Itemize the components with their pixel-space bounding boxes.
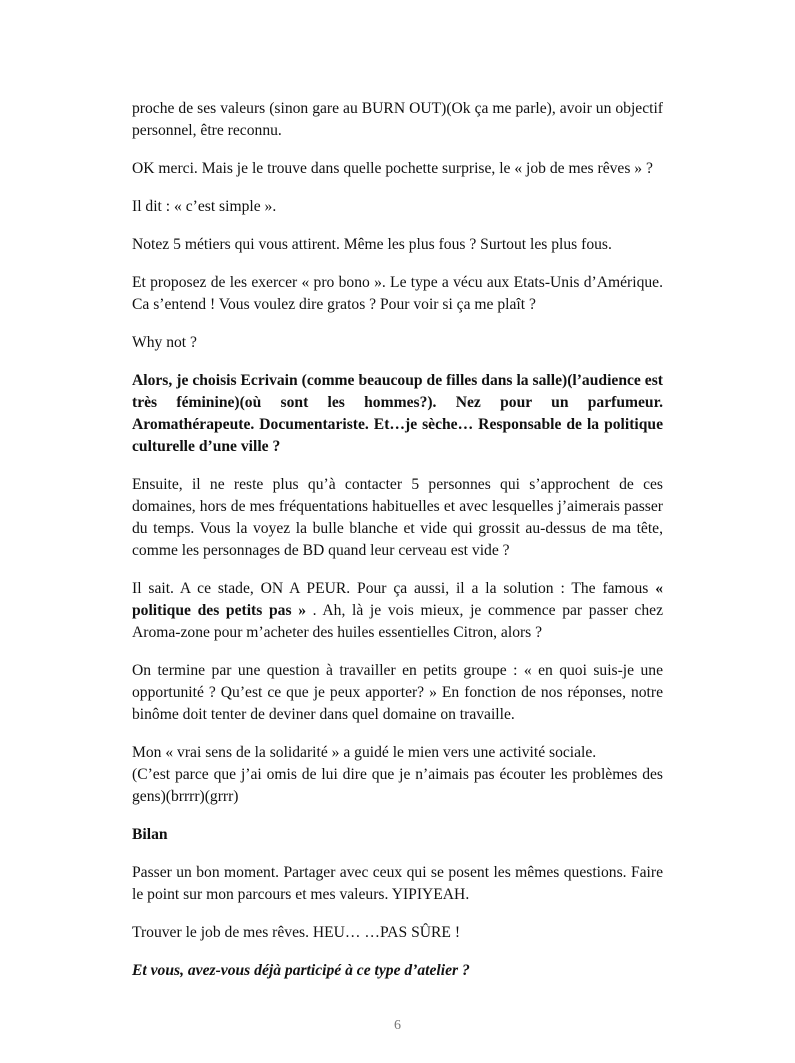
paragraph-why-not: Why not ? — [132, 334, 197, 351]
paragraph-pro-bono: Et proposez de les exercer « pro bono ». Le type a vécu aux Etats-Unis d’Amérique. Ca s’entend ! Vous voulez dire gratos ? Pour voir si ça me plaît ? — [132, 274, 663, 313]
paragraph-job-choices: Alors, je choisis Ecrivain (comme beaucoup de filles dans la salle)(l’audience est très féminine)(où sont les hommes?). Nez pour un parfumeur. Aromathérapeute. Documentariste. Et…je sèche… Responsable de la politique culturelle d’une ville ? — [132, 372, 663, 455]
paragraph-bilan-summary: Passer un bon moment. Partager avec ceux qui se posent les mêmes questions. Faire le point sur mon parcours et mes valeurs. YIPIYEAH. — [132, 864, 663, 903]
solidarity-aside: (C’est parce que j’ai omis de lui dire que je n’aimais pas écouter les problèmes des gens)(brrrr)(grrr) — [132, 766, 663, 805]
small-steps-text-pre: Il sait. A ce stade, ON A PEUR. Pour ça aussi, il a la solution : The famous — [132, 580, 656, 597]
paragraph-solidarity — [132, 742, 663, 808]
paragraph-small-steps — [132, 578, 663, 644]
paragraph-contact-people: Ensuite, il ne reste plus qu’à contacter 5 personnes qui s’approchent de ces domaines, hors de mes fréquentations habituelles et avec lesquelles j’aimerais passer du temps. Vous la voyez la bulle blanche et vide qui grossit au-dessus de ma tête, comme les personnages de BD quand leur cerveau est vide ? — [132, 476, 663, 559]
paragraph-group-question: On termine par une question à travailler en petits groupe : « en quoi suis-je une opportunité ? Qu’est ce que je peux apporter? » En fonction de nos réponses, notre binôme doit tenter de deviner dans quel domaine on travaille. — [132, 662, 663, 723]
paragraph-not-sure: Trouver le job de mes rêves. HEU… …PAS SÛRE ! — [132, 924, 461, 941]
paragraph-dream-job-question: OK merci. Mais je le trouve dans quelle pochette surprise, le « job de mes rêves » ? — [132, 160, 653, 177]
small-steps-bold-phrase: « politique des petits pas » — [132, 580, 663, 619]
paragraph-values: proche de ses valeurs (sinon gare au BURN OUT)(Ok ça me parle), avoir un objectif personnel, être reconnu. — [132, 100, 663, 139]
solidarity-line: Mon « vrai sens de la solidarité » a guidé le mien vers une activité sociale. — [132, 744, 597, 761]
paragraph-closing-question: Et vous, avez-vous déjà participé à ce type d’atelier ? — [132, 962, 470, 979]
small-steps-text-post: . Ah, là je vois mieux, je commence par passer chez Aroma-zone pour m’acheter des huiles essentielles Citron, alors ? — [132, 602, 663, 641]
heading-bilan: Bilan — [132, 826, 168, 843]
paragraph-simple: Il dit : « c’est simple ». — [132, 198, 277, 215]
page-number: 6 — [394, 1018, 401, 1033]
document-body — [132, 98, 663, 998]
paragraph-five-jobs: Notez 5 métiers qui vous attirent. Même les plus fous ? Surtout les plus fous. — [132, 236, 612, 253]
